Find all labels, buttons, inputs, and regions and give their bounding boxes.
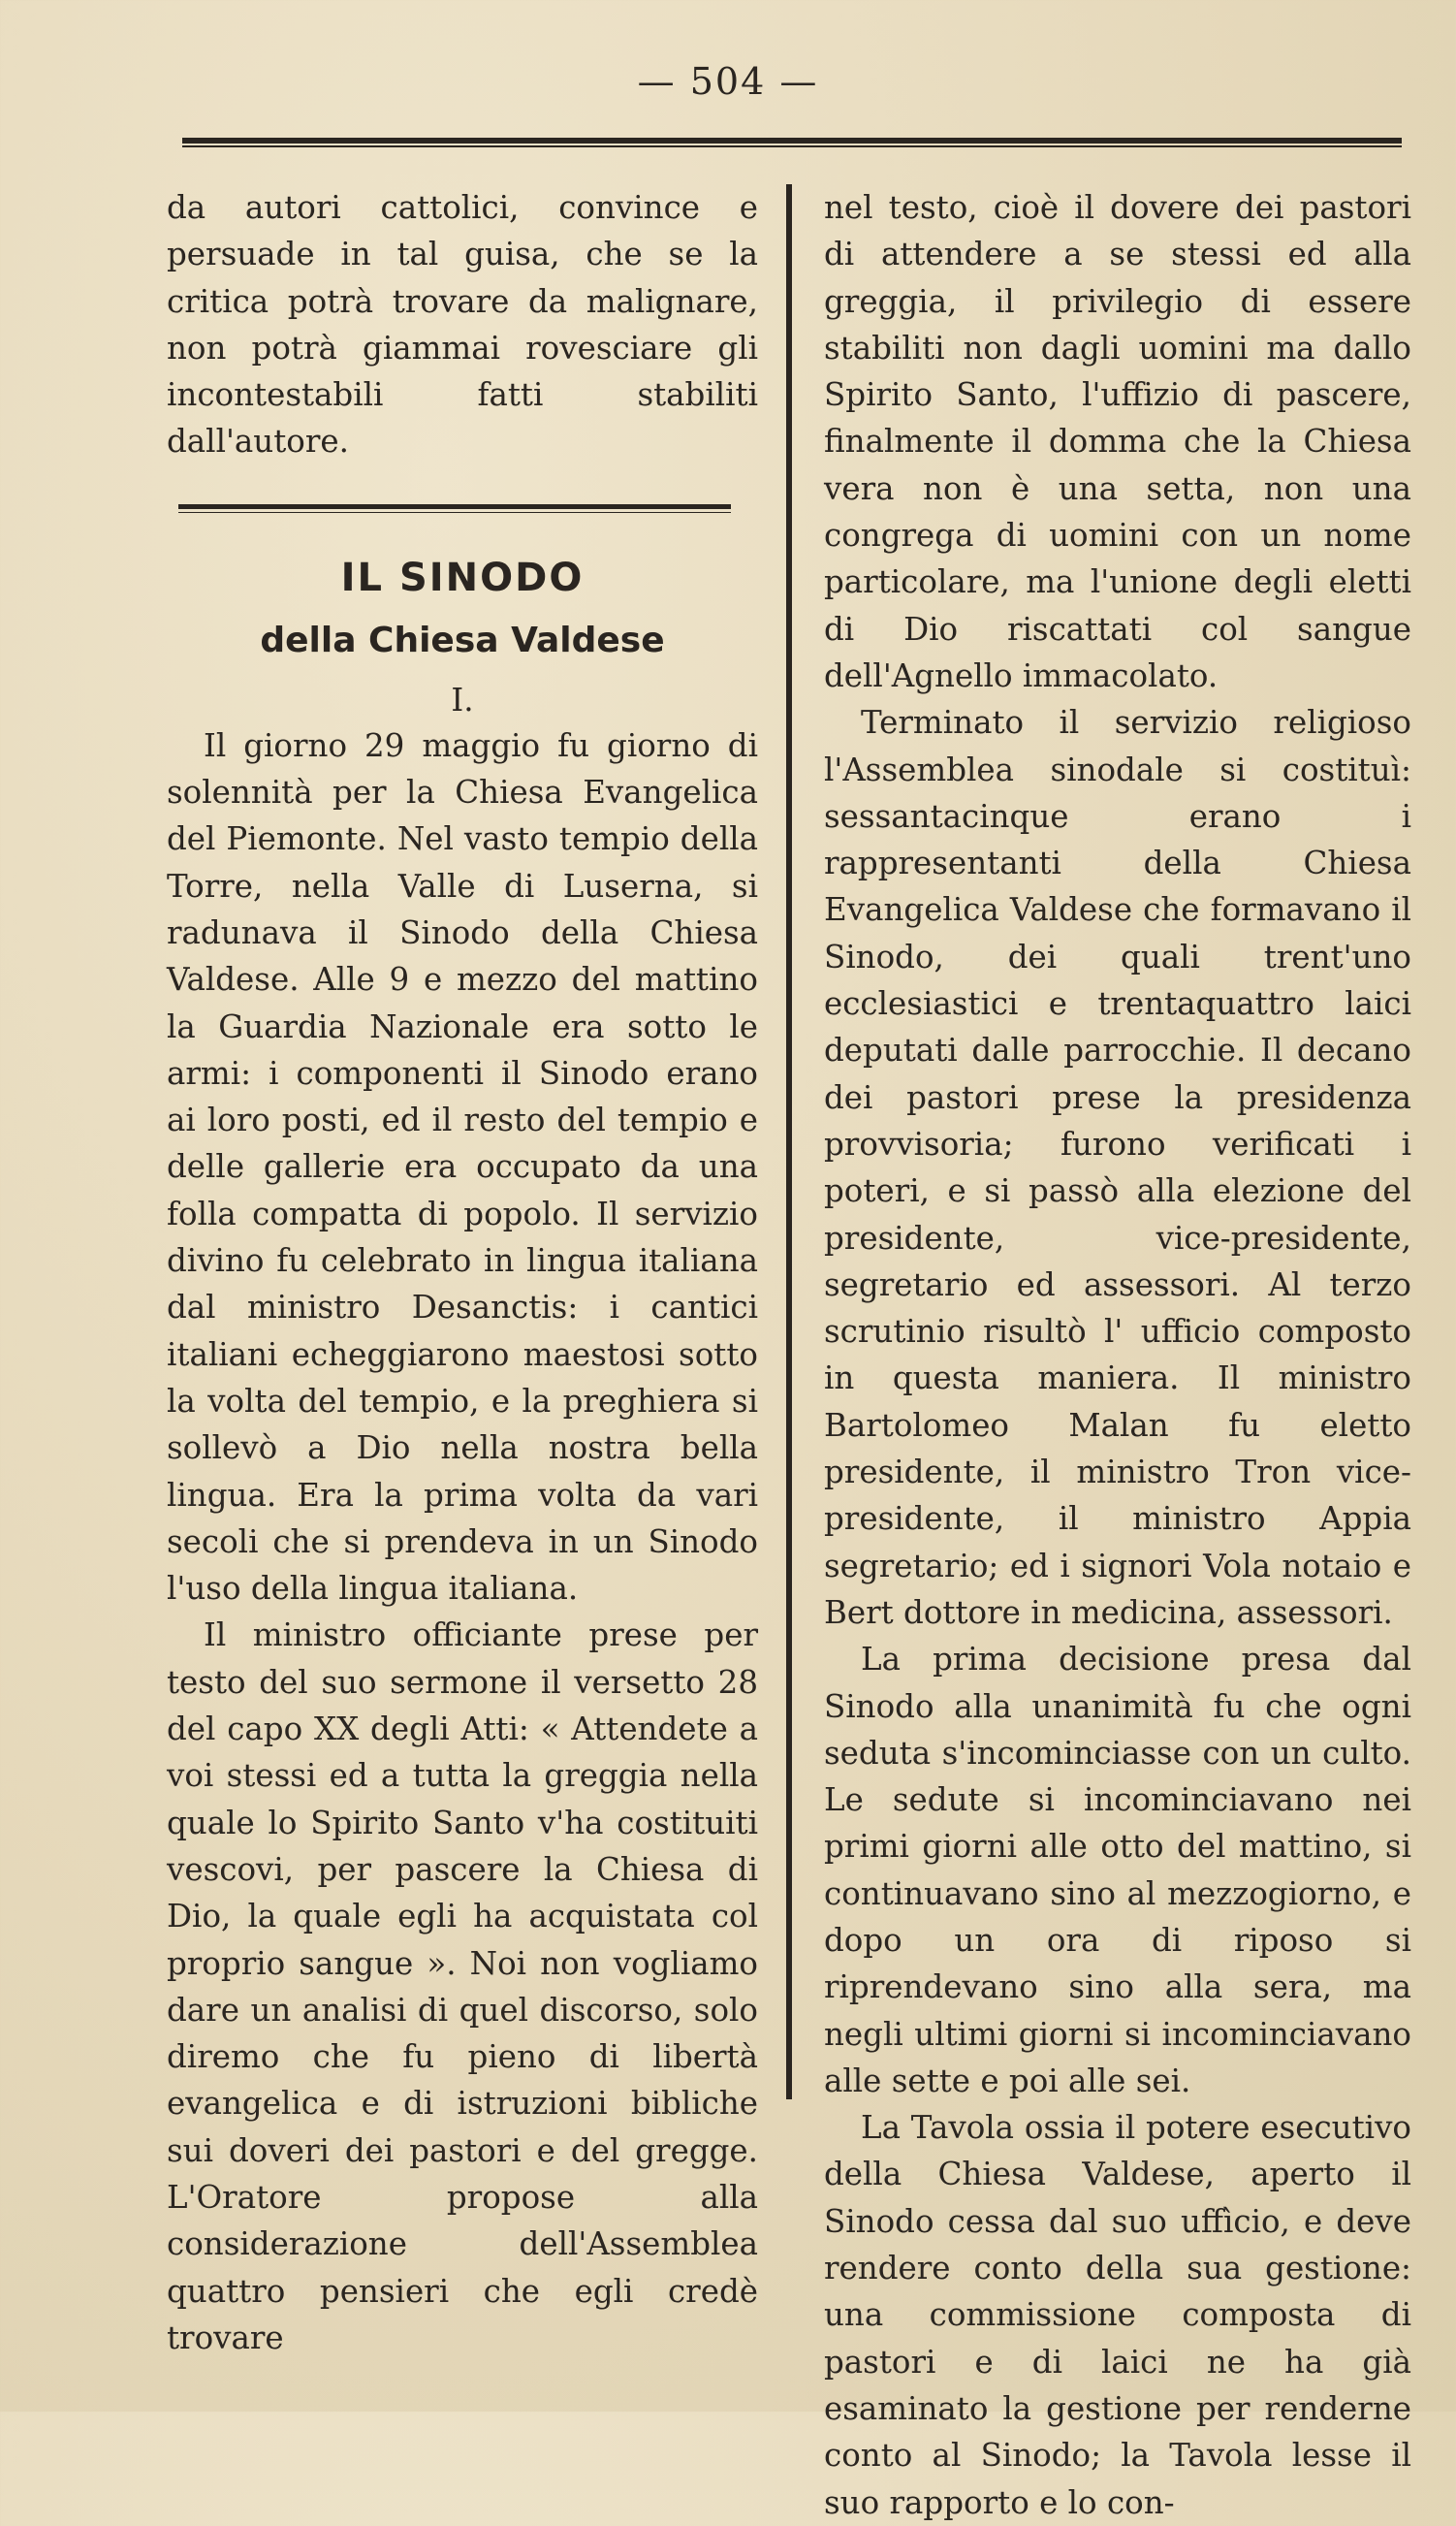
body-paragraph: La Tavola ossia il potere esecutivo della Chiesa Valdese, aperto il Sinodo cessa dal suo uffìcio, e deve rendere conto della sua gestione: una commissione composta di pastori e di laici ne ha già esaminato la gestione per renderne conto al Sinodo; la Tavola lesse il suo rapporto e lo con-	[824, 2109, 1411, 2521]
body-paragraph: Il ministro officiante prese per testo del suo sermone il versetto 28 del capo XX degli Atti: « Attendete a voi stessi ed a tutta la greggia nella quale lo Spirito Santo v'ha costituiti vescovi, per pascere la Chiesa di Dio, la quale egli ha acquistata col proprio sangue ». Noi non vogliamo dare un analisi di quel discorso, solo diremo che fu pieno di libertà evangelica e di istruzioni bibliche sui doveri dei pastori e del gregge. L'Oratore propose alla considerazione dell'Assemblea quattro pensieri che egli credè trovare	[167, 1616, 758, 2356]
article-subtitle: della Chiesa Valdese	[260, 620, 665, 660]
body-paragraph: Terminato il servizio religioso l'Assemblea sinodale si costituì: sessantacinque erano i rappresentanti della Chiesa Evangelica Valdese che formavano il Sinodo, dei quali trent'uno ecclesiastici e trentaquattro laici deputati dalle parrocchie. Il decano dei pastori prese la presidenza provvisoria; furono verificati i poteri, e si passò alla elezione del presidente, vice-presidente, segretario ed assessori. Al terzo scrutinio risultò l' ufficio composto in questa maniera. Il ministro Bartolomeo Malan fu eletto presidente, il ministro Tron vice-presidente, il ministro Appia segretario; ed i signori Vola notaio e Bert dottore in medicina, assessori.	[824, 704, 1411, 1631]
section-rule	[178, 504, 731, 513]
body-paragraph: La prima decisione presa dal Sinodo alla unanimità fu che ogni seduta s'incominciasse con un culto. Le sedute si incominciavano nei primi giorni alle otto del mattino, si continuavano sino al mezzogiorno, e dopo un ora di riposo si riprendevano sino alla sera, ma negli ultimi giorni si incominciavano alle sette e poi alle sei.	[824, 1641, 1411, 2099]
page-number: — 504 —	[637, 60, 819, 103]
column-divider	[786, 184, 792, 2099]
header-rule	[182, 138, 1402, 147]
section-number: I.	[451, 681, 474, 719]
article-title: IL SINODO	[340, 555, 585, 600]
left-column	[167, 184, 758, 2361]
intro-paragraph: da autori cattolici, convince e persuade in tal guisa, che se la critica potrà trovare da malignare, non potrà giammai rovesciare gli incontestabili fatti stabiliti dall'autore.	[167, 189, 758, 461]
body-paragraph: nel testo, cioè il dovere dei pastori di attendere a se stessi ed alla greggia, il privilegio di essere stabiliti non dagli uomini ma dallo Spirito Santo, l'uffizio di pascere, finalmente il domma che la Chiesa vera non è una setta, non una congrega di uomini con un nome particolare, ma l'unione degli eletti di Dio riscattati col sangue dell'Agnello immacolato.	[824, 189, 1411, 694]
right-column	[824, 184, 1411, 2526]
body-paragraph: Il giorno 29 maggio fu giorno di solennità per la Chiesa Evangelica del Piemonte. Nel vasto tempio della Torre, nella Valle di Luserna, si radunava il Sinodo della Chiesa Valdese. Alle 9 e mezzo del mattino la Guardia Nazionale era sotto le armi: i componenti il Sinodo erano ai loro posti, ed il resto del tempio e delle gallerie era occupato da una folla compatta di popolo. Il servizio divino fu celebrato in lingua italiana dal ministro Desanctis: i cantici italiani echeggiarono maestosi sotto la volta del tempio, e la preghiera si sollevò a Dio nella nostra bella lingua. Era la prima volta da vari secoli che si prendeva in un Sinodo l'uso della lingua italiana.	[167, 726, 758, 1608]
